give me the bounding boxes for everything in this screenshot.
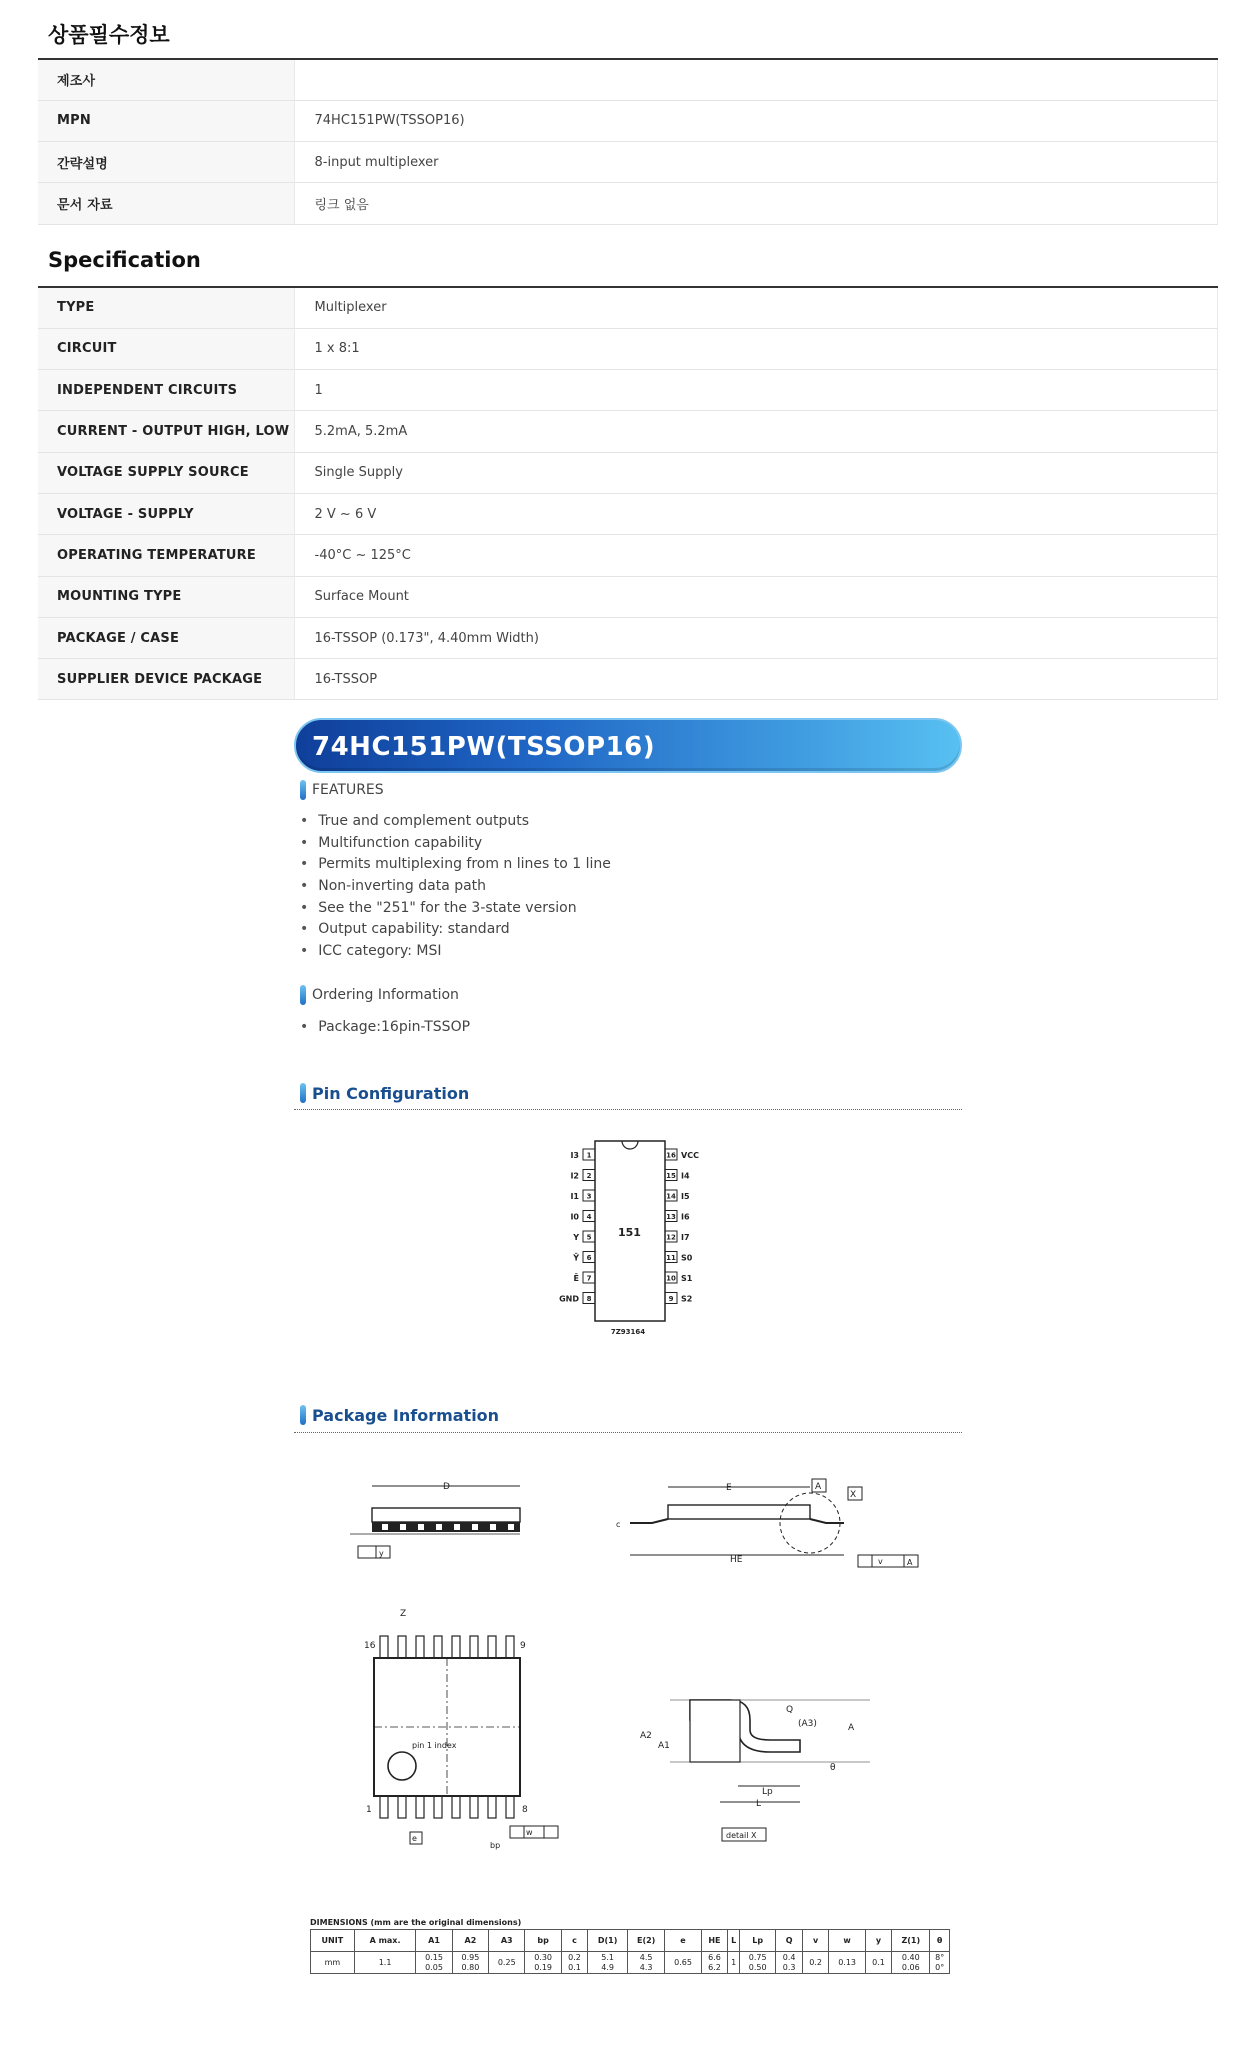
dim-a1-label: A1 (658, 1741, 670, 1751)
pin-name: S2 (681, 1294, 693, 1304)
pin-name: Ē (573, 1274, 579, 1283)
dim-header-cell: UNIT (311, 1930, 355, 1952)
row-label: INDEPENDENT CIRCUITS (38, 370, 294, 411)
dim-he-label: HE (730, 1555, 743, 1565)
row-value: 5.2mA, 5.2mA (294, 411, 1218, 452)
dim-header-cell: A3 (489, 1930, 525, 1952)
pin-name: I1 (570, 1192, 579, 1201)
package-top-view (350, 1600, 590, 1860)
dim-value-cell: 6.6 6.2 (701, 1952, 728, 1974)
pin-name: I3 (570, 1151, 579, 1160)
pin-number: 10 (666, 1274, 676, 1283)
dim-theta-label: θ (830, 1763, 836, 1773)
dim-a-right-label: A (848, 1723, 855, 1733)
dim-header-cell: bp (525, 1930, 561, 1952)
row-label: VOLTAGE SUPPLY SOURCE (38, 452, 294, 493)
specification-table (38, 286, 1218, 700)
table-row (38, 370, 1218, 411)
datum-a2-label: A (907, 1558, 913, 1567)
divider (294, 1432, 962, 1433)
table-row (38, 59, 1218, 100)
pin1-index-label: pin 1 index (412, 1741, 457, 1750)
row-label: VOLTAGE - SUPPLY (38, 493, 294, 534)
dim-value-cell: 0.2 0.1 (561, 1952, 588, 1974)
pin-number: 11 (666, 1254, 676, 1262)
table-row (38, 411, 1218, 452)
detail-x-marker: X (850, 1490, 857, 1500)
dim-value-cell: 0.75 0.50 (740, 1952, 776, 1974)
pin-configuration-diagram (540, 1135, 720, 1340)
dim-value-cell: 8° 0° (930, 1952, 950, 1974)
dim-a2-label: A2 (640, 1731, 652, 1741)
dim-header-cell: Q (776, 1930, 803, 1952)
table-row (38, 493, 1218, 534)
package-info-heading (300, 1405, 499, 1425)
bullet-pill-icon (300, 985, 306, 1005)
dim-header-cell: D(1) (588, 1930, 628, 1952)
row-value: 2 V ~ 6 V (294, 493, 1218, 534)
dim-value-cell: 5.1 4.9 (588, 1952, 628, 1974)
row-value: Single Supply (294, 452, 1218, 493)
dim-value-cell: 0.13 (829, 1952, 865, 1974)
dim-header-cell: c (561, 1930, 588, 1952)
ordering-list (300, 1017, 470, 1039)
table-row (38, 576, 1218, 617)
dim-header-cell: Z(1) (892, 1930, 930, 1952)
row-value: 링크 없음 (294, 183, 1218, 224)
row-label: TYPE (38, 287, 294, 328)
dim-value-cell: 0.15 0.05 (416, 1952, 452, 1974)
dim-header-cell: A1 (416, 1930, 452, 1952)
pin-name: I5 (681, 1192, 690, 1201)
pin8-label: 8 (522, 1805, 528, 1815)
package-info-title: Package Information (312, 1405, 500, 1425)
bullet-pill-icon (300, 1083, 306, 1103)
dim-value-cell: 0.4 0.3 (776, 1952, 803, 1974)
required-info-title: 상품필수정보 (48, 23, 170, 47)
features-title: FEATURES (312, 782, 384, 798)
dim-header-cell: e (665, 1930, 701, 1952)
row-value: 1 x 8:1 (294, 328, 1218, 369)
pin-number: 16 (666, 1151, 676, 1160)
dim-header-cell: HE (701, 1930, 728, 1952)
list-item: • Multifunction capability (300, 833, 611, 855)
pin-name: S1 (681, 1274, 693, 1283)
table-row (38, 142, 1218, 183)
ordering-title: Ordering Information (312, 987, 459, 1003)
dim-value-cell: 4.5 4.3 (627, 1952, 664, 1974)
pin-config-heading (300, 1083, 469, 1103)
pin-name: I0 (570, 1212, 579, 1222)
specification-title: Specification (48, 248, 201, 272)
row-label: MOUNTING TYPE (38, 576, 294, 617)
dim-header-cell: θ (930, 1930, 950, 1952)
chip-notch (622, 1141, 638, 1149)
dim-a3-label: (A3) (798, 1719, 817, 1729)
list-item: • Permits multiplexing from n lines to 1 line (300, 854, 611, 876)
dim-header-cell: A max. (354, 1930, 416, 1952)
row-label: PACKAGE / CASE (38, 617, 294, 658)
dim-header-cell: Lp (740, 1930, 776, 1952)
table-row (38, 659, 1218, 700)
row-label: SUPPLIER DEVICE PACKAGE (38, 659, 294, 700)
pin-number: 5 (586, 1233, 592, 1242)
row-label: CIRCUIT (38, 328, 294, 369)
dim-e-label: E (726, 1483, 732, 1493)
dim-header-cell: v (802, 1930, 829, 1952)
list-item: • ICC category: MSI (300, 941, 611, 963)
dim-w-label: w (526, 1828, 533, 1837)
pin-number: 7 (586, 1274, 592, 1283)
package-side-view (340, 1470, 530, 1570)
dimensions-table (310, 1918, 950, 1974)
table-row (38, 183, 1218, 224)
row-value: 1 (294, 370, 1218, 411)
list-item: • Package:16pin-TSSOP (300, 1017, 470, 1039)
pin-name: I4 (681, 1171, 690, 1181)
chip-code: 7Z93164 (610, 1328, 646, 1336)
pin-name: Ȳ (573, 1253, 579, 1263)
pin-number: 9 (668, 1295, 674, 1303)
table-row (38, 100, 1218, 141)
dim-value-cell: mm (311, 1952, 355, 1974)
features-heading (300, 780, 384, 800)
table-row (38, 535, 1218, 576)
pin-number: 14 (666, 1192, 676, 1201)
dim-bp-label: bp (490, 1841, 501, 1850)
dim-l-label: L (756, 1799, 762, 1809)
table-row (38, 287, 1218, 328)
dim-header-cell: A2 (452, 1930, 488, 1952)
row-label: 제조사 (38, 59, 294, 100)
dim-value-cell: 1 (728, 1952, 740, 1974)
dim-value-cell: 1.1 (354, 1952, 416, 1974)
dim-header-cell: w (829, 1930, 865, 1952)
divider (294, 1109, 962, 1110)
dim-e-small-label: e (412, 1834, 417, 1843)
row-value (294, 59, 1218, 100)
row-value: 8-input multiplexer (294, 142, 1218, 183)
pin-config-title: Pin Configuration (312, 1083, 470, 1103)
dim-value-cell: 0.1 (865, 1952, 892, 1974)
pin-name: I2 (570, 1171, 579, 1181)
table-row (38, 617, 1218, 658)
dim-c-label: c (616, 1520, 621, 1529)
row-value: -40°C ~ 125°C (294, 535, 1218, 576)
pin-number: 6 (586, 1254, 592, 1262)
list-item: • Output capability: standard (300, 919, 611, 941)
row-value: 74HC151PW(TSSOP16) (294, 100, 1218, 141)
dimensions-caption: DIMENSIONS (mm are the original dimensions) (310, 1918, 522, 1927)
table-row (38, 328, 1218, 369)
chip-label: 151 (618, 1226, 641, 1239)
pin16-label: 16 (364, 1641, 376, 1651)
table-row (311, 1952, 950, 1974)
row-label: 문서 자료 (38, 183, 294, 224)
pin-number: 1 (586, 1151, 592, 1160)
pin-name: GND (559, 1294, 579, 1304)
features-list (300, 811, 611, 963)
dim-header-cell: E(2) (627, 1930, 664, 1952)
pin-number: 4 (586, 1213, 592, 1221)
product-banner-title: 74HC151PW(TSSOP16) (312, 732, 656, 762)
dim-header-cell: L (728, 1930, 740, 1952)
pin-name: VCC (681, 1151, 699, 1160)
list-item: • See the "251" for the 3-state version (300, 898, 611, 920)
list-item: • True and complement outputs (300, 811, 611, 833)
dim-value-cell: 0.65 (665, 1952, 701, 1974)
dim-d-label: D (443, 1482, 450, 1492)
row-label: CURRENT - OUTPUT HIGH, LOW (38, 411, 294, 452)
dim-lp-label: Lp (762, 1787, 773, 1797)
required-info-table (38, 58, 1218, 225)
dim-value-cell: 0.2 (802, 1952, 829, 1974)
pin1-label: 1 (366, 1805, 372, 1815)
pin9-label: 9 (520, 1641, 526, 1651)
pin-name: S0 (681, 1253, 693, 1263)
package-detail-x (630, 1660, 890, 1850)
pin-number: 3 (586, 1192, 592, 1201)
dim-q-label: Q (786, 1705, 794, 1715)
ordering-heading (300, 985, 459, 1005)
row-label: OPERATING TEMPERATURE (38, 535, 294, 576)
pin-name: I6 (681, 1212, 690, 1222)
datum-a-label: A (815, 1482, 822, 1492)
bullet-pill-icon (300, 780, 306, 800)
pin-name: I7 (681, 1233, 690, 1242)
left-pins (559, 1149, 595, 1304)
pin-name: Y (573, 1233, 579, 1242)
row-value: Surface Mount (294, 576, 1218, 617)
pin-number: 12 (666, 1233, 676, 1242)
dim-header-cell: y (865, 1930, 892, 1952)
table-header-row (311, 1930, 950, 1952)
package-front-view (600, 1465, 920, 1575)
right-pins (665, 1149, 699, 1304)
bullet-pill-icon (300, 1405, 306, 1425)
row-value: 16-TSSOP (0.173", 4.40mm Width) (294, 617, 1218, 658)
row-value: Multiplexer (294, 287, 1218, 328)
product-banner (294, 718, 962, 773)
dim-z-label: Z (400, 1609, 407, 1619)
dim-v-label: v (878, 1557, 883, 1566)
dim-y-label: y (379, 1549, 384, 1558)
table-row (38, 452, 1218, 493)
pin-number: 13 (666, 1213, 676, 1221)
pin-number: 15 (666, 1172, 676, 1180)
pin-number: 2 (586, 1172, 592, 1180)
dim-value-cell: 0.40 0.06 (892, 1952, 930, 1974)
detail-x-label: detail X (726, 1831, 757, 1840)
row-label: MPN (38, 100, 294, 141)
row-label: 간략설명 (38, 142, 294, 183)
dim-value-cell: 0.25 (489, 1952, 525, 1974)
row-value: 16-TSSOP (294, 659, 1218, 700)
list-item: • Non-inverting data path (300, 876, 611, 898)
dim-value-cell: 0.30 0.19 (525, 1952, 561, 1974)
dim-value-cell: 0.95 0.80 (452, 1952, 488, 1974)
pin-number: 8 (586, 1295, 592, 1303)
